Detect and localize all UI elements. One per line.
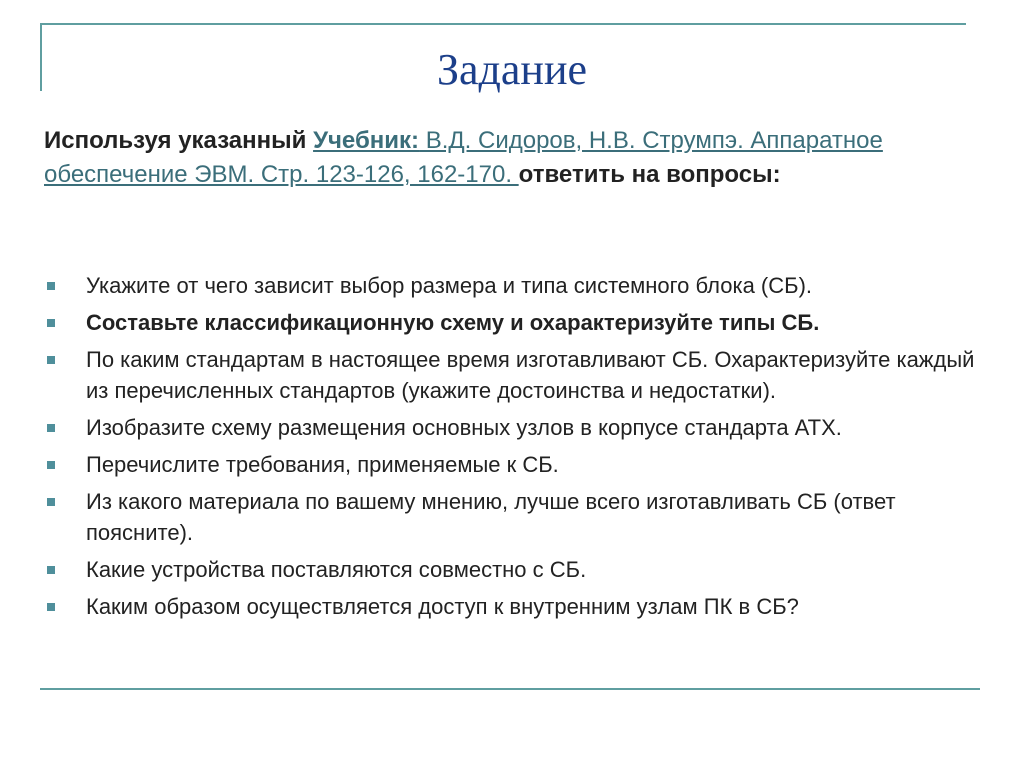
bullet-square-icon xyxy=(47,603,55,611)
bullet-square-icon xyxy=(47,282,55,290)
task-text: Составьте классификационную схему и охарактеризуйте типы СБ. xyxy=(86,310,820,335)
bullet-square-icon xyxy=(47,461,55,469)
task-item xyxy=(44,270,984,301)
textbook-link-label: Учебник: xyxy=(313,127,420,154)
task-text: Изобразите схему размещения основных узлов в корпусе стандарта АТХ. xyxy=(86,415,842,440)
intro-paragraph xyxy=(44,124,974,192)
slide-title: Задание xyxy=(436,45,588,94)
intro-lead: Используя указанный xyxy=(44,127,314,154)
frame-top-line xyxy=(40,23,966,25)
bullet-square-icon xyxy=(47,498,55,506)
task-text: По каким стандартам в настоящее время изготавливают СБ. Охарактеризуйте каждый из перечисленных стандартов (укажите достоинства и недостатки). xyxy=(86,347,975,403)
task-text: Каким образом осуществляется доступ к внутренним узлам ПК в СБ? xyxy=(86,594,799,619)
frame-bottom-line xyxy=(40,688,980,690)
bullet-square-icon xyxy=(47,566,55,574)
task-text: Перечислите требования, применяемые к СБ. xyxy=(86,452,559,477)
task-item xyxy=(44,307,984,338)
task-item xyxy=(44,412,984,443)
task-text: Из какого материала по вашему мнению, лучше всего изготавливать СБ (ответ поясните). xyxy=(86,489,896,545)
textbook-link-text: В.Д. Сидоров, Н.В. Струмпэ. Аппаратное обеспечение ЭВМ. Стр. 123-126, 162-170. xyxy=(44,127,883,188)
task-item xyxy=(44,486,984,548)
task-text: Укажите от чего зависит выбор размера и типа системного блока (СБ). xyxy=(86,273,813,298)
task-item xyxy=(44,449,984,480)
task-list xyxy=(44,270,984,628)
bullet-square-icon xyxy=(47,319,55,327)
task-item xyxy=(44,344,984,406)
task-item xyxy=(44,591,984,622)
task-text: Какие устройства поставляются совместно с СБ. xyxy=(86,557,587,582)
task-item xyxy=(44,554,984,585)
bullet-square-icon xyxy=(47,356,55,364)
intro-tail: ответить на вопросы: xyxy=(518,161,781,188)
bullet-square-icon xyxy=(47,424,55,432)
